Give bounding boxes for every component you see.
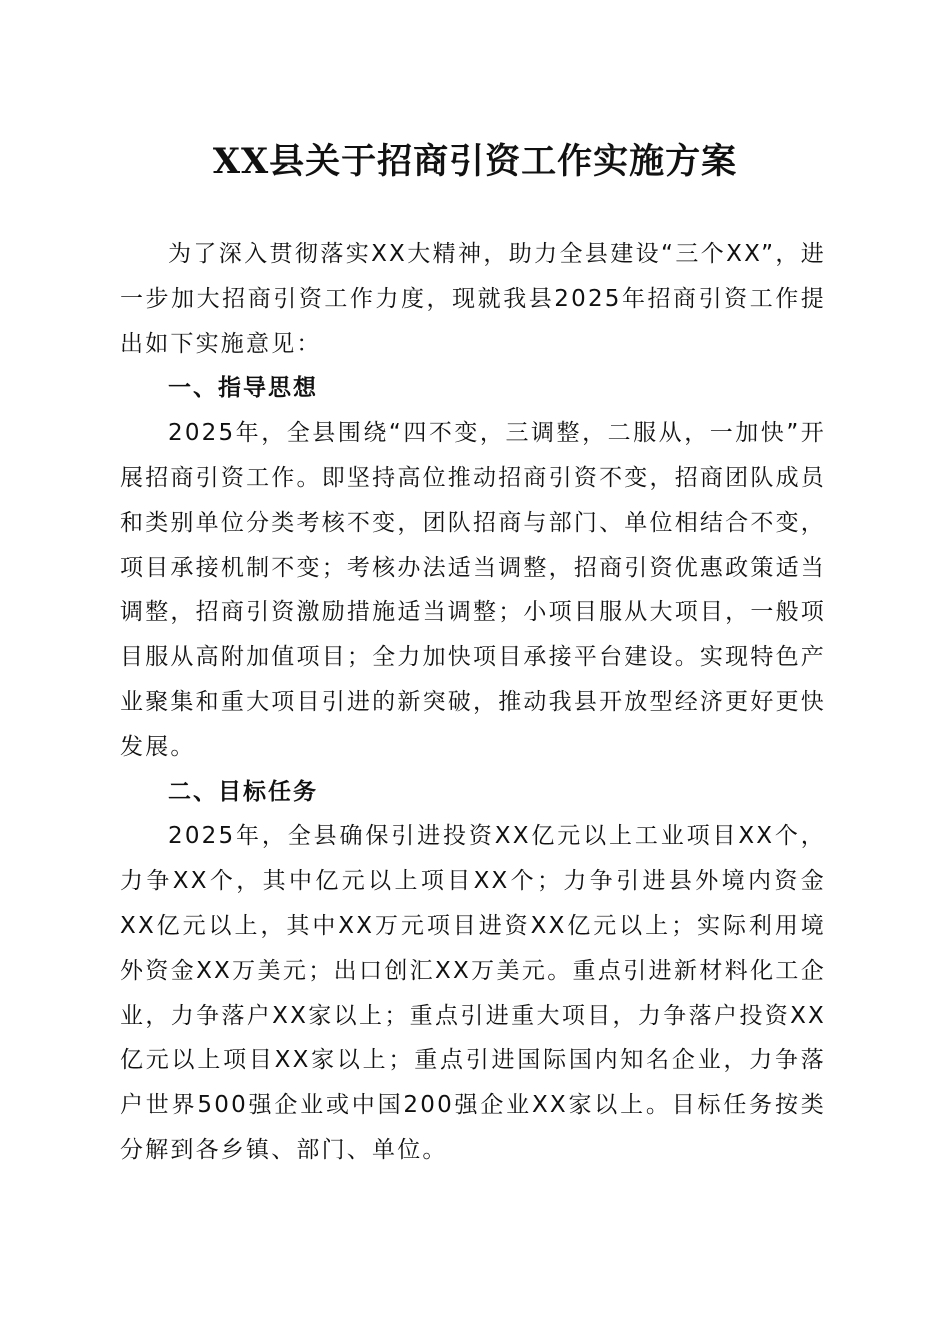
- section-heading-goals-tasks: 二、目标任务: [168, 778, 318, 805]
- document-title: XX县关于招商引资工作实施方案: [212, 141, 738, 182]
- section-body-guiding-ideology: 2025年，全县围绕“四不变，三调整，二服从，一加快”开展招商引资工作。即坚持高位推动招商引资不变，招商团队成员和类别单位分类考核不变，团队招商与部门、单位相结合不变，项目承接机制不变；考核办法适当调整，招商引资优惠政策适当调整，招商引资激励措施适当调整；小项目服从大项目，一般项目服从高附加值项目；全力加快项目承接平台建设。实现特色产业聚集和重大项目引进的新突破，推动我县开放型经济更好更快发展。: [120, 420, 826, 760]
- section-heading-guiding-ideology: 一、指导思想: [168, 375, 318, 402]
- section-body-goals-tasks: 2025年，全县确保引进投资XX亿元以上工业项目XX个，力争XX个，其中亿元以上项目XX个；力争引进县外境内资金XX亿元以上，其中XX万元项目进资XX亿元以上；实际利用境外资金XX万美元；出口创汇XX万美元。重点引进新材料化工企业，力争落户XX家以上；重点引进重大项目，力争落户投资XX亿元以上项目XX家以上；重点引进国际国内知名企业，力争落户世界500强企业或中国200强企业XX家以上。目标任务按类分解到各乡镇、部门、单位。: [120, 823, 826, 1163]
- intro-paragraph: 为了深入贯彻落实XX大精神，助力全县建设“三个XX”，进一步加大招商引资工作力度，现就我县2025年招商引资工作提出如下实施意见：: [120, 241, 826, 357]
- document-body: [120, 232, 826, 1173]
